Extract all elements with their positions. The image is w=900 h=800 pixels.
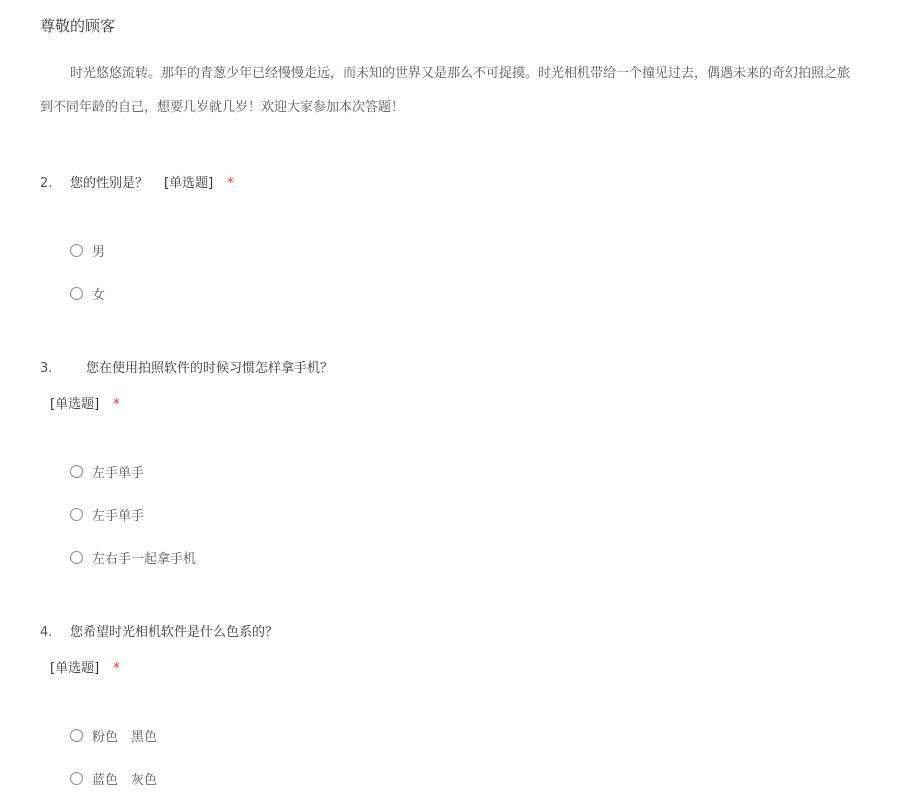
question-number: 4. — [40, 625, 53, 640]
option-left-hand-1[interactable] — [70, 462, 144, 480]
option-left-hand-2[interactable] — [70, 505, 144, 523]
question-text: 您在使用拍照软件的时候习惯怎样拿手机？ — [86, 361, 334, 376]
question-text: 您希望时光相机软件是什么色系的？ — [70, 625, 279, 640]
intro-paragraph — [40, 57, 900, 125]
radio-button-unchecked-icon[interactable] — [70, 508, 83, 521]
option-label: 粉色 黑色 — [92, 729, 158, 745]
option-male[interactable] — [70, 241, 105, 259]
option-label: 左手单手 — [92, 508, 145, 524]
greeting-title: 尊敬的顾客 — [40, 17, 116, 35]
question-number: 2. — [40, 176, 53, 191]
option-label: 蓝色 灰色 — [92, 772, 158, 788]
radio-button-unchecked-icon[interactable] — [70, 551, 83, 564]
option-label: 男 — [92, 244, 106, 260]
option-pink-black[interactable] — [70, 726, 157, 744]
required-marker: * — [113, 661, 120, 676]
question-3-title — [40, 357, 333, 376]
option-label: 左手单手 — [92, 465, 145, 481]
option-female[interactable] — [70, 284, 105, 302]
radio-button-unchecked-icon[interactable] — [70, 772, 83, 785]
radio-button-unchecked-icon[interactable] — [70, 465, 83, 478]
question-4-title — [40, 621, 278, 640]
question-text: 您的性别是？ — [70, 176, 149, 191]
radio-button-unchecked-icon[interactable] — [70, 244, 83, 257]
question-type-label: [单选题] — [50, 397, 100, 412]
question-2-title — [40, 172, 234, 191]
question-number: 3. — [40, 361, 53, 376]
intro-line-2: 到不同年龄的自己，想要几岁就几岁！欢迎大家参加本次答题！ — [40, 100, 405, 115]
option-both-hands[interactable] — [70, 548, 196, 566]
option-blue-gray[interactable] — [70, 769, 157, 787]
required-marker: * — [227, 176, 234, 191]
intro-line-1: 时光悠悠流转。那年的青葱少年已经慢慢走远，而未知的世界又是那么不可捉摸。时光相机带给一个撞见过去，偶遇未来的奇幻拍照之旅 — [70, 66, 851, 81]
option-label: 女 — [92, 287, 106, 303]
radio-button-unchecked-icon[interactable] — [70, 729, 83, 742]
question-type-label: [单选题] — [164, 176, 214, 191]
radio-button-unchecked-icon[interactable] — [70, 287, 83, 300]
question-type-label: [单选题] — [50, 661, 100, 676]
question-4-type-row — [50, 657, 120, 676]
option-label: 左右手一起拿手机 — [92, 551, 197, 567]
required-marker: * — [113, 397, 120, 412]
question-3-type-row — [50, 393, 120, 412]
